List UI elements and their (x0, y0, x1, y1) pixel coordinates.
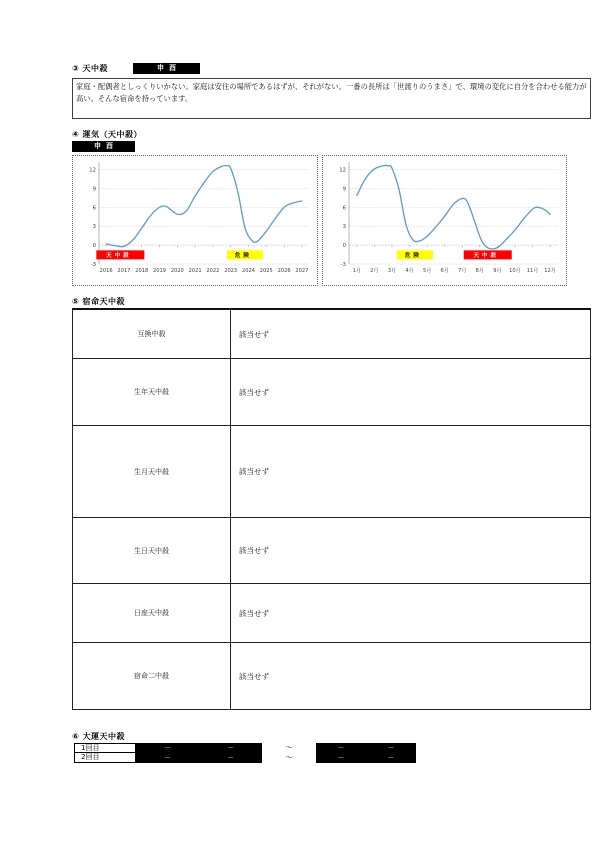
daiun-row-label: 1回目 (74, 743, 136, 753)
shukumei-row-label: 生月天中殺 (73, 426, 231, 517)
svg-text:-3: -3 (90, 262, 96, 268)
svg-text:12: 12 (339, 167, 346, 174)
placeholder-dash: － (164, 754, 171, 762)
svg-text:2017: 2017 (117, 268, 131, 274)
shukumei-row-label: 宿命二中殺 (73, 643, 231, 709)
svg-text:1月: 1月 (352, 268, 362, 274)
svg-text:2月: 2月 (370, 268, 379, 274)
section3-heading: ③ 天中殺 (72, 64, 109, 73)
section3-eto-badge: 申酉 (133, 63, 200, 74)
section4-eto-badge: 申酉 (72, 141, 135, 152)
shukumei-row-value: 該当せず (239, 546, 269, 555)
svg-text:2022: 2022 (206, 268, 220, 274)
daiun-period-end (316, 743, 416, 753)
svg-text:5月: 5月 (422, 268, 432, 274)
shukumei-table-row (73, 642, 590, 709)
shukumei-table-row (73, 517, 590, 583)
svg-text:3: 3 (342, 224, 346, 231)
svg-text:2026: 2026 (277, 268, 291, 274)
daiun-tenchusatsu-table (74, 743, 416, 763)
svg-text:3: 3 (92, 224, 96, 231)
monthly-fortune-chart (322, 155, 567, 286)
svg-text:12月: 12月 (544, 268, 556, 274)
daiun-row-label: 2回目 (74, 753, 136, 763)
yearly_luck-svg (73, 156, 317, 285)
svg-text:12: 12 (89, 167, 96, 174)
shukumei-table-row (73, 358, 590, 425)
placeholder-dash: － (227, 754, 234, 762)
shukumei-row-value: 該当せず (239, 608, 269, 618)
svg-text:9: 9 (92, 186, 96, 193)
svg-text:2025: 2025 (259, 268, 273, 274)
svg-text:9月: 9月 (493, 268, 502, 274)
svg-text:9: 9 (342, 186, 346, 193)
placeholder-dash: － (337, 754, 345, 762)
yearly-fortune-chart (72, 155, 318, 286)
daiun-table-row (74, 743, 416, 753)
section4-heading: ④ 運気（天中殺） (72, 130, 143, 139)
svg-text:10月: 10月 (509, 268, 521, 274)
shukumei-row-value: 該当せず (239, 329, 269, 339)
daiun-period-start (136, 743, 262, 753)
svg-text:6: 6 (92, 205, 96, 212)
daiun-table-row (74, 753, 416, 763)
svg-text:2020: 2020 (170, 268, 184, 274)
svg-text:0: 0 (342, 243, 346, 250)
svg-text:2019: 2019 (153, 268, 166, 274)
shukumei-table-row (73, 583, 590, 642)
shukumei-row-value: 該当せず (239, 671, 269, 681)
placeholder-dash: － (227, 744, 234, 752)
svg-text:11月: 11月 (526, 268, 539, 274)
svg-text:2027: 2027 (295, 268, 309, 274)
tilde-separator: ～ (285, 753, 293, 762)
svg-text:8月: 8月 (475, 268, 485, 274)
shukumei-row-value: 該当せず (239, 387, 269, 397)
svg-text:2023: 2023 (224, 268, 238, 274)
svg-text:天中殺: 天中殺 (473, 253, 500, 260)
svg-text:7月: 7月 (458, 268, 467, 274)
svg-text:2024: 2024 (242, 268, 255, 274)
shukumei-tenchusatsu-table (72, 308, 591, 710)
shukumei-row-value: 該当せず (239, 467, 269, 476)
placeholder-dash: － (387, 754, 395, 762)
shukumei-row-label: 互換中殺 (73, 310, 231, 358)
shukumei-row-label: 生日天中殺 (73, 518, 231, 583)
svg-text:2016: 2016 (99, 268, 113, 274)
svg-text:2018: 2018 (135, 268, 149, 274)
tenchusatsu-description: 家庭・配偶者としっくりいかない。家庭は安住の場所であるはずが、それがない。一番の長所は「世渡りのうまさ」で、環境の変化に自分を合わせる能力が高い。そんな宿命を持っています。 (72, 78, 591, 119)
svg-text:天中殺: 天中殺 (106, 253, 132, 260)
shukumei-table-row (73, 310, 590, 358)
svg-text:危険: 危険 (234, 253, 252, 260)
daiun-period-end (316, 753, 416, 763)
shukumei-row-label: 生年天中殺 (73, 359, 231, 425)
placeholder-dash: － (387, 744, 395, 752)
svg-text:6月: 6月 (440, 268, 449, 274)
monthly_luck-svg (323, 156, 566, 285)
section6-heading: ⑥ 大運天中殺 (72, 732, 126, 741)
svg-text:3月: 3月 (387, 268, 397, 274)
shukumei-table-row (73, 425, 590, 517)
section5-heading: ⑤ 宿命天中殺 (72, 297, 126, 306)
svg-text:危険: 危険 (404, 253, 422, 260)
shukumei-row-label: 日座天中殺 (73, 584, 231, 642)
svg-text:0: 0 (92, 243, 96, 250)
daiun-period-start (136, 753, 262, 763)
svg-text:2021: 2021 (188, 268, 202, 274)
svg-text:6: 6 (342, 205, 346, 212)
placeholder-dash: － (337, 744, 345, 752)
tilde-separator: ～ (285, 743, 293, 752)
svg-text:-3: -3 (340, 262, 346, 268)
placeholder-dash: － (164, 744, 171, 752)
svg-text:4月: 4月 (405, 268, 414, 274)
